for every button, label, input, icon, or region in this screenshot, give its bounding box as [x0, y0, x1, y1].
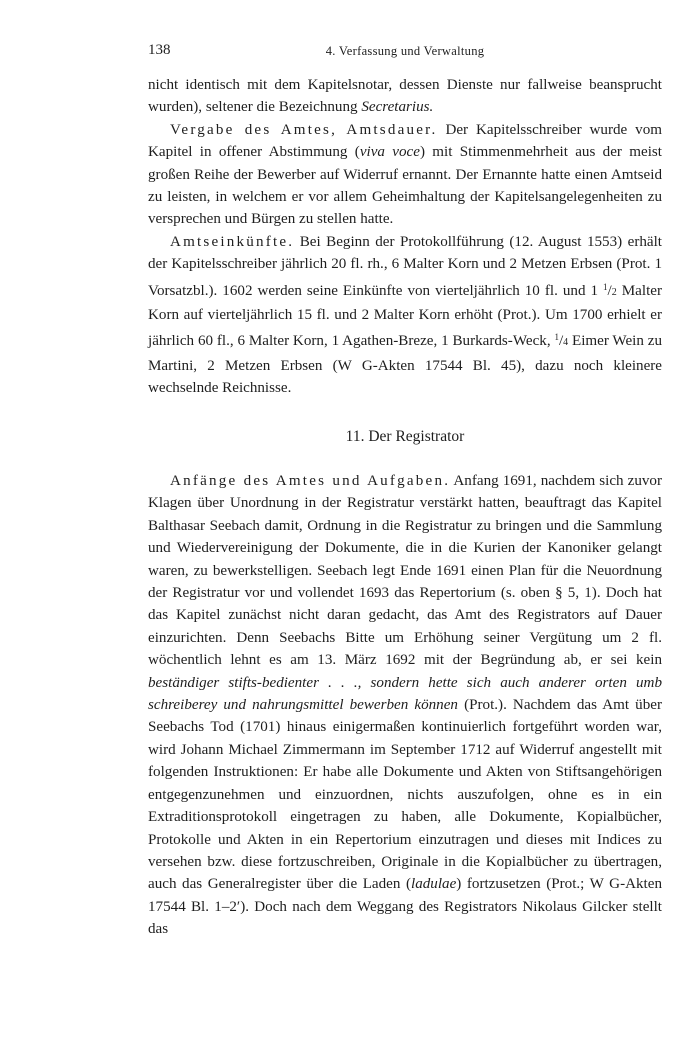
- page-header: [148, 42, 662, 64]
- run-in-heading: Amtseinkünfte.: [170, 233, 295, 250]
- section-number-title: 11. Der Registrator: [345, 428, 465, 445]
- running-title: 4. Verfassung und Verwaltung: [325, 44, 485, 58]
- section-11-body: [148, 470, 662, 941]
- paragraph-vergabe: Vergabe des Amtes, Amtsdauer. Der Kapitelsschreiber wurde vom Kapitel in offener Abstimmung (viva voce) mit Stimmenmehrheit aus der meist großen Reihe der Bewerber auf Widerruf ernannt. Der Ernannte hatte einen Amtseid zu leisten, in welchem er vor allem Geheimhaltung der Kapitelsangelegenheiten zu versprechen und Bürgen zu stellen hatte.: [148, 121, 662, 228]
- paragraph-continuation: nicht identisch mit dem Kapitelsnotar, dessen Dienste nur fallweise beansprucht wurden), seltener die Bezeichnung Secretarius.: [148, 77, 662, 116]
- section-10-body: [148, 74, 662, 400]
- paragraph-anfaenge: Anfänge des Amtes und Aufgaben. Anfang 1691, nachdem sich zuvor Klagen über Unordnung in der Registratur verstärkt hatten, beauftragt das Kapitel Balthasar Seebach damit, Ordnung in die Registratur zu bringen und die Sammlung und Wiedervereinigung der Dokumente, die in die Kurien der Kanoniker gelangt waren, zu bewerkstelligen. Seebach legt Ende 1691 einen Plan für die Neuordnung der Registratur vor und vollendet 1693 das Repertorium (s. oben § 5, 1). Doch hat das Kapitel zunächst nicht daran gedacht, das Amt des Registrators auf Dauer einzurichten. Denn Seebachs Bitte um Erhöhung seiner Vergütung um 2 fl. wöchentlich lehnt es am 13. März 1692 mit der Begründung ab, er sei kein beständiger stifts-bedienter . . ., sondern hette sich auch anderer orten umb schreiberey und nahrungsmittel bewerben können (Prot.). Nachdem das Amt über Seebachs Tod (1701) hinaus einigermaßen kontinuierlich fortgeführt worden war, wird Johann Michael Zimmermann im September 1712 auf Widerruf angestellt mit folgenden Instruktionen: Er habe alle Dokumente und Akten von Stiftsangehörigen entgegenzunehmen und einzuordnen, nichts auszufolgen, ohne es in ein Extraditionsprotokoll eingetragen zu haben, alle Dokumente, Kopialbücher, Protokolle und Akten in ein Repertorium einzutragen und dieses mit Indices zu versehen bzw. diese fortzuschreiben, Originale in die Kopialbücher zu übertragen, auch das Generalregister über die Laden (ladulae) fortzusetzen (Prot.; W G-Akten 17544 Bl. 1–2′). Doch nach dem Weggang des Registrators Nikolaus Gilcker stellt das: [148, 473, 662, 938]
- section-heading: [148, 428, 662, 446]
- page-number: 138: [148, 42, 171, 58]
- paragraph-amtseinkuenfte: Amtseinkünfte. Bei Beginn der Protokollführung (12. August 1553) erhält der Kapitelsschreiber jährlich 20 fl. rh., 6 Malter Korn und 2 Metzen Erbsen (Prot. 1 Vorsatzbl.). 1602 werden seine Einkünfte von vierteljährlich 10 fl. und 1 $^1$/2 Malter Korn auf vierteljährlich 15 fl. und 2 Malter Korn erhöht (Prot.). Um 1700 erhielt er jährlich 60 fl., 6 Malter Korn, 1 Agathen-Breze, 1 Burkards-Weck, $^1$/4 Eimer Wein zu Martini, 2 Metzen Erbsen (W G-Akten 17544 Bl. 45), dazu noch kleinere wechselnde Reichnisse.: [148, 233, 662, 397]
- run-in-heading: Vergabe des Amtes, Amtsdauer.: [170, 121, 438, 138]
- run-in-heading: Anfänge des Amtes und Aufgaben.: [170, 473, 451, 489]
